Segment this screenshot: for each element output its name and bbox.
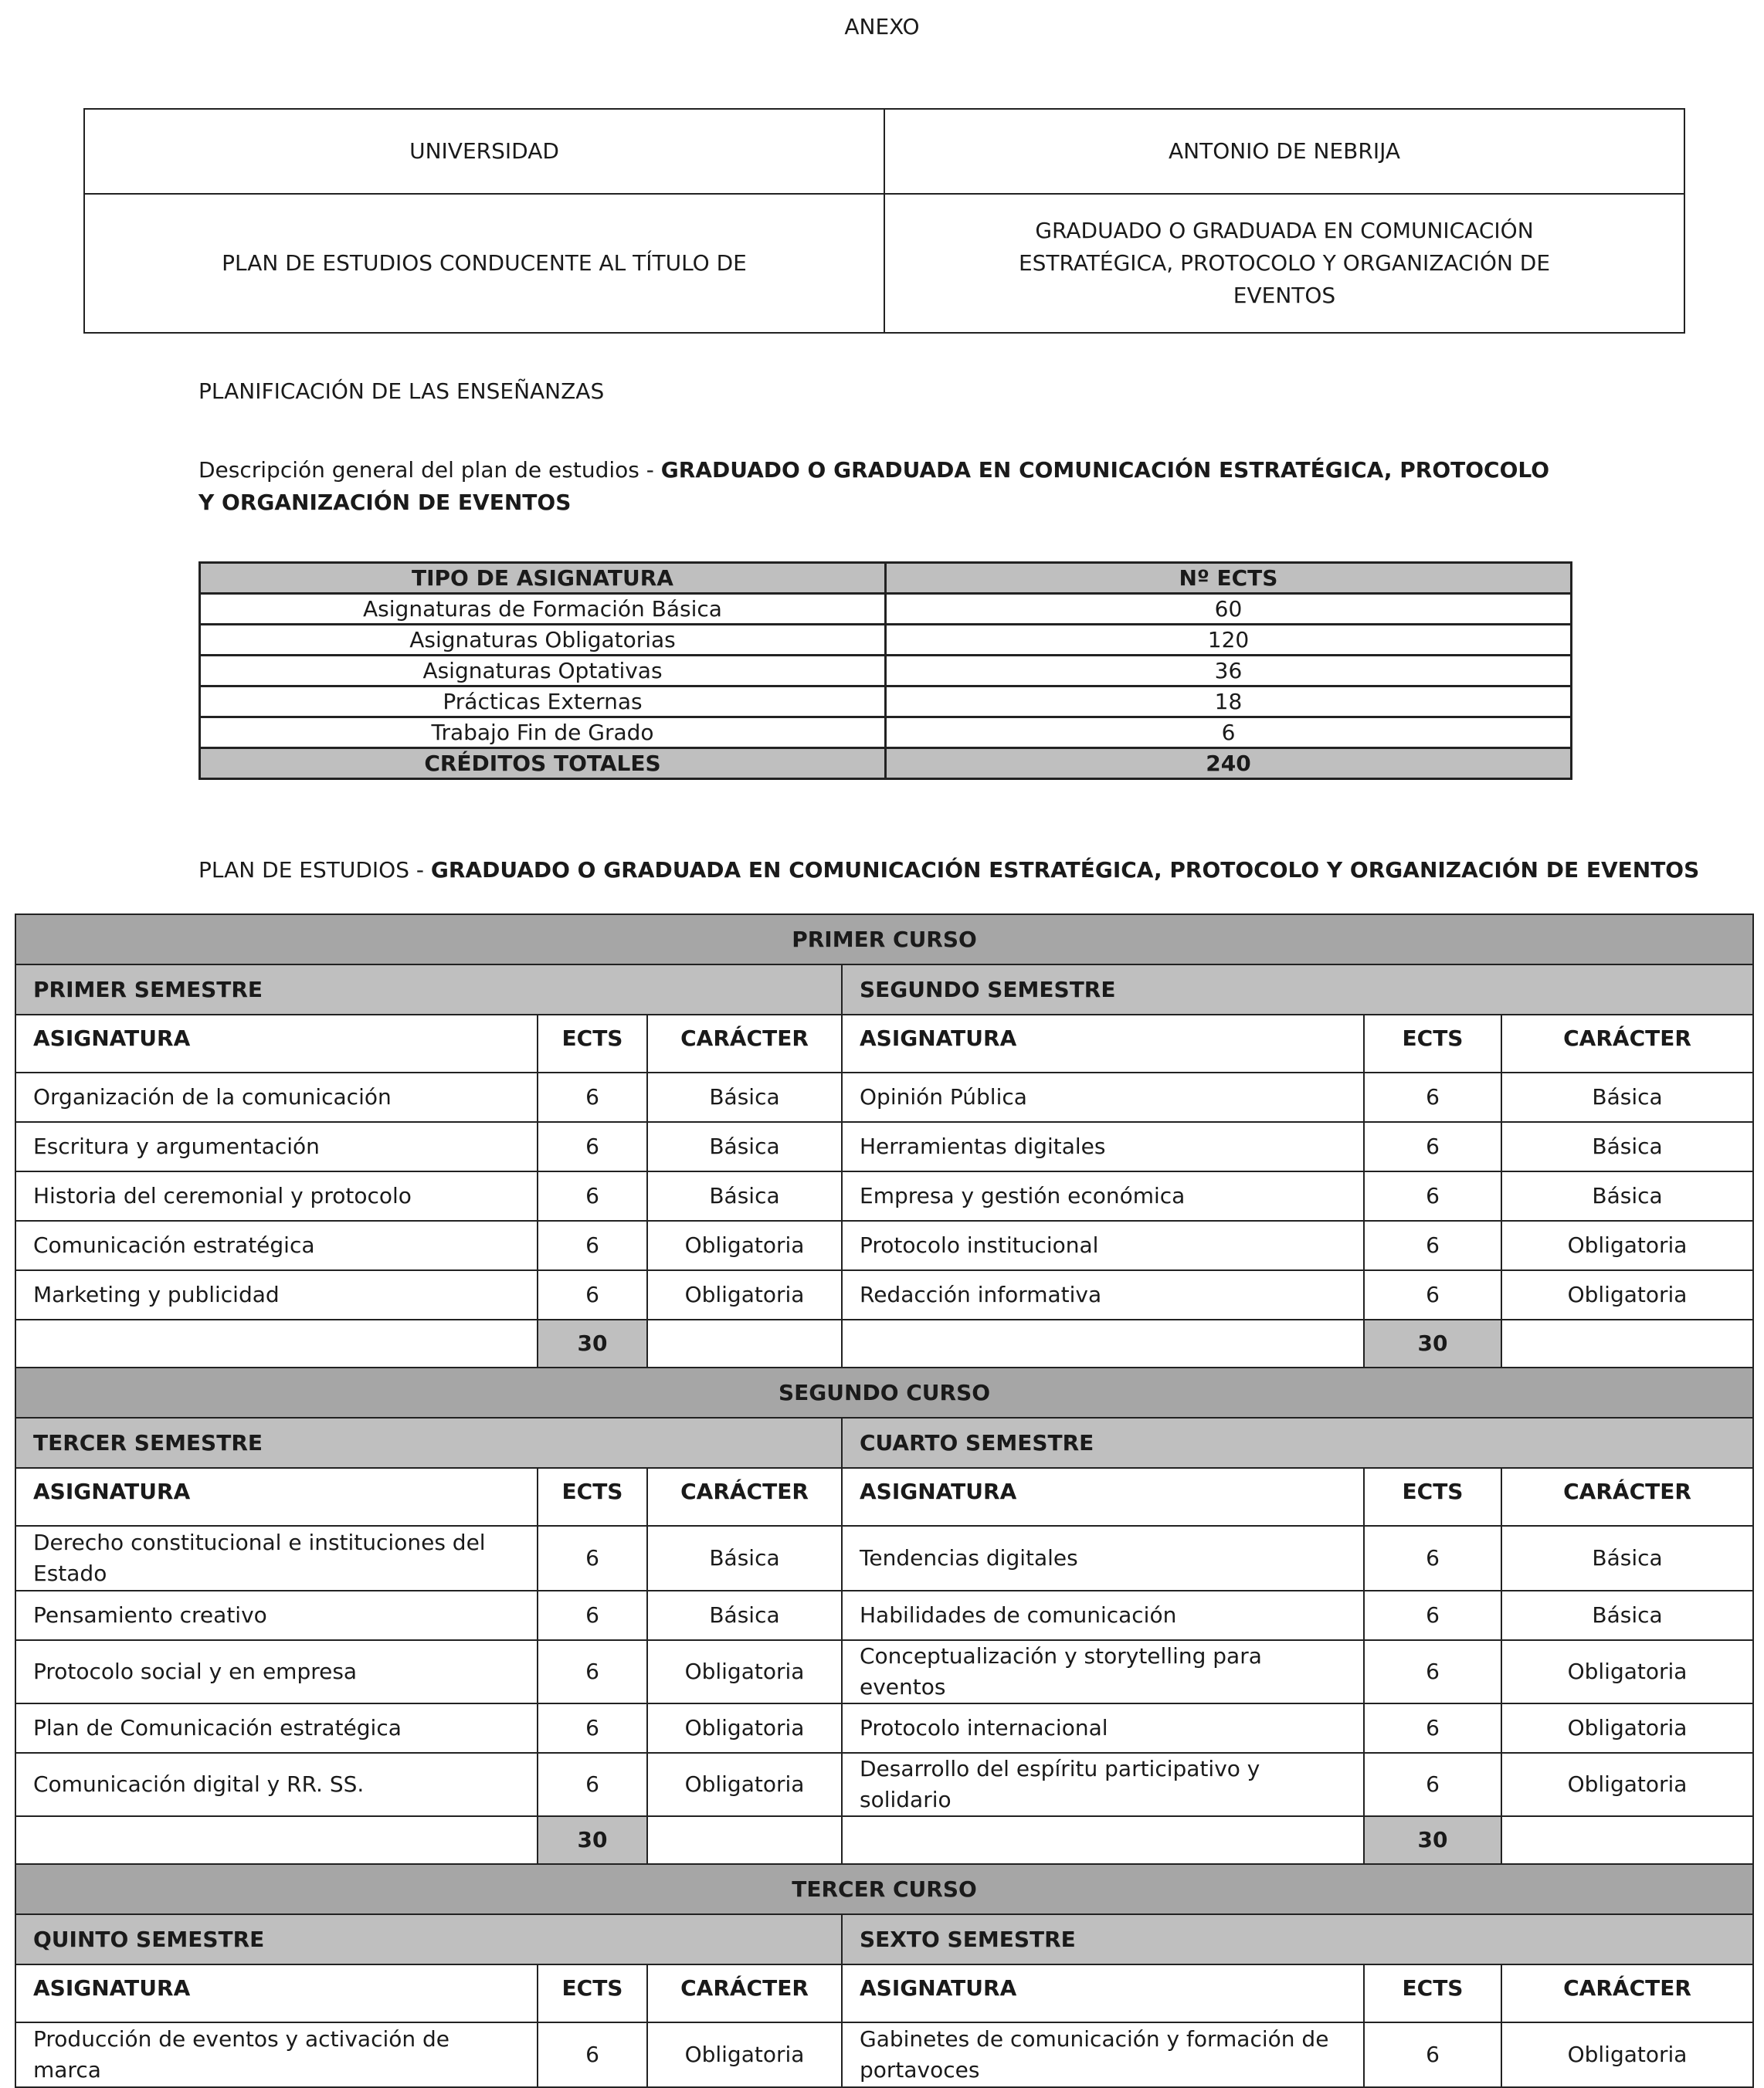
subject-ects: 6 [1364, 1270, 1501, 1320]
summary-row [200, 656, 1572, 686]
summary-ects: 120 [886, 625, 1572, 656]
subject-character: Básica [647, 1171, 842, 1221]
subject-ects: 6 [538, 1270, 647, 1320]
university-label: UNIVERSIDAD [84, 109, 884, 194]
subject-name: Habilidades de comunicación [842, 1591, 1364, 1640]
subject-name: Protocolo social y en empresa [15, 1640, 538, 1703]
semester-left-title: TERCER SEMESTRE [15, 1418, 842, 1468]
subject-character: Básica [1501, 1591, 1753, 1640]
col-character: CARÁCTER [647, 1964, 842, 2022]
subject-name: Historia del ceremonial y protocolo [15, 1171, 538, 1221]
subject-name: Organización de la comunicación [15, 1073, 538, 1122]
subject-character: Básica [1501, 1171, 1753, 1221]
empty-cell [15, 1816, 538, 1864]
summary-ects: 60 [886, 594, 1572, 625]
table-row [15, 2022, 1753, 2087]
subject-name: Empresa y gestión económica [842, 1171, 1364, 1221]
subject-name: Gabinetes de comunicación y formación de portavoces [842, 2022, 1364, 2087]
ects-summary-table [198, 561, 1572, 780]
summary-total-value: 240 [886, 748, 1572, 779]
empty-cell [842, 1816, 1364, 1864]
col-ects: ECTS [1364, 1468, 1501, 1526]
empty-cell [647, 1816, 842, 1864]
empty-cell [1501, 1320, 1753, 1368]
subject-ects: 6 [1364, 1221, 1501, 1270]
subject-character: Básica [1501, 1073, 1753, 1122]
subject-character: Obligatoria [647, 1640, 842, 1703]
subject-name: Plan de Comunicación estratégica [15, 1703, 538, 1753]
subject-name: Protocolo internacional [842, 1703, 1364, 1753]
summary-row [200, 686, 1572, 717]
semester-right-title: SEXTO SEMESTRE [842, 1914, 1753, 1964]
semester-total-ects: 30 [1364, 1816, 1501, 1864]
header-table [83, 108, 1685, 334]
plan-line [198, 857, 1699, 883]
semester-left-title: PRIMER SEMESTRE [15, 964, 842, 1015]
plan-line-degree: GRADUADO O GRADUADA EN COMUNICACIÓN ESTRATÉGICA, PROTOCOLO Y ORGANIZACIÓN DE EVENTOS [430, 857, 1700, 883]
col-subject: ASIGNATURA [15, 1964, 538, 2022]
subject-ects: 6 [1364, 1073, 1501, 1122]
table-row [15, 1221, 1753, 1270]
subject-ects: 6 [1364, 1591, 1501, 1640]
summary-type: Asignaturas Obligatorias [200, 625, 886, 656]
subject-character: Obligatoria [1501, 1703, 1753, 1753]
col-character: CARÁCTER [647, 1468, 842, 1526]
table-row [15, 1753, 1753, 1816]
subject-character: Obligatoria [1501, 1270, 1753, 1320]
col-character: CARÁCTER [1501, 1964, 1753, 2022]
planning-title: PLANIFICACIÓN DE LAS ENSEÑANZAS [198, 378, 605, 404]
empty-cell [1501, 1816, 1753, 1864]
semester-total-row [15, 1320, 1753, 1368]
subject-name: Opinión Pública [842, 1073, 1364, 1122]
col-ects: ECTS [1364, 1964, 1501, 2022]
semester-total-ects: 30 [538, 1320, 647, 1368]
table-row [15, 1073, 1753, 1122]
subject-ects: 6 [1364, 2022, 1501, 2087]
semester-total-ects: 30 [538, 1816, 647, 1864]
description-degree: GRADUADO O GRADUADA EN COMUNICACIÓN ESTRATÉGICA, PROTOCOLO Y ORGANIZACIÓN DE EVENTOS [198, 457, 1550, 515]
subject-name: Comunicación estratégica [15, 1221, 538, 1270]
summary-ects: 18 [886, 686, 1572, 717]
description-prefix: Descripción general del plan de estudios - [198, 457, 661, 483]
col-ects: ECTS [1364, 1015, 1501, 1073]
subject-character: Obligatoria [647, 1703, 842, 1753]
empty-cell [647, 1320, 842, 1368]
subject-ects: 6 [538, 1122, 647, 1171]
subject-character: Obligatoria [1501, 1640, 1753, 1703]
subject-name: Protocolo institucional [842, 1221, 1364, 1270]
semester-right-title: SEGUNDO SEMESTRE [842, 964, 1753, 1015]
table-row [15, 1703, 1753, 1753]
subject-ects: 6 [538, 1073, 647, 1122]
subject-character: Básica [647, 1526, 842, 1591]
subject-name: Marketing y publicidad [15, 1270, 538, 1320]
col-subject: ASIGNATURA [15, 1468, 538, 1526]
course-title: TERCER CURSO [15, 1864, 1753, 1914]
subject-character: Básica [1501, 1526, 1753, 1591]
summary-header-row [200, 563, 1572, 594]
summary-type: Asignaturas de Formación Básica [200, 594, 886, 625]
subject-ects: 6 [1364, 1753, 1501, 1816]
col-character: CARÁCTER [1501, 1468, 1753, 1526]
summary-row [200, 594, 1572, 625]
subject-character: Obligatoria [647, 1753, 842, 1816]
subject-name: Tendencias digitales [842, 1526, 1364, 1591]
table-row [15, 1171, 1753, 1221]
subject-name: Escritura y argumentación [15, 1122, 538, 1171]
subject-character: Obligatoria [647, 2022, 842, 2087]
subject-character: Obligatoria [1501, 1753, 1753, 1816]
subject-ects: 6 [1364, 1171, 1501, 1221]
annex-title: ANEXO [844, 14, 920, 39]
summary-type: Prácticas Externas [200, 686, 886, 717]
plan-line-prefix: PLAN DE ESTUDIOS - [198, 857, 431, 883]
semester-right-title: CUARTO SEMESTRE [842, 1418, 1753, 1468]
subject-character: Obligatoria [647, 1270, 842, 1320]
subject-name: Redacción informativa [842, 1270, 1364, 1320]
col-subject: ASIGNATURA [842, 1468, 1364, 1526]
table-row [15, 1270, 1753, 1320]
summary-row [200, 717, 1572, 748]
course-title: PRIMER CURSO [15, 914, 1753, 964]
semester-left-title: QUINTO SEMESTRE [15, 1914, 842, 1964]
summary-row [200, 625, 1572, 656]
subject-name: Comunicación digital y RR. SS. [15, 1753, 538, 1816]
plan-value-text: GRADUADO O GRADUADA EN COMUNICACIÓN ESTRATÉGICA, PROTOCOLO Y ORGANIZACIÓN DE EVENTOS [1018, 218, 1551, 308]
col-subject: ASIGNATURA [842, 1015, 1364, 1073]
subject-ects: 6 [538, 1221, 647, 1270]
summary-ects: 36 [886, 656, 1572, 686]
subject-character: Básica [1501, 1122, 1753, 1171]
subject-ects: 6 [1364, 1640, 1501, 1703]
subject-character: Básica [647, 1122, 842, 1171]
university-value: ANTONIO DE NEBRIJA [884, 109, 1684, 194]
subject-ects: 6 [1364, 1526, 1501, 1591]
col-subject: ASIGNATURA [842, 1964, 1364, 2022]
summary-total-label: CRÉDITOS TOTALES [200, 748, 886, 779]
subject-name: Conceptualización y storytelling para eventos [842, 1640, 1364, 1703]
col-character: CARÁCTER [1501, 1015, 1753, 1073]
subject-ects: 6 [1364, 1122, 1501, 1171]
table-row [15, 1526, 1753, 1591]
subject-character: Básica [647, 1591, 842, 1640]
summary-header-ects: Nº ECTS [886, 563, 1572, 594]
semester-total-row [15, 1816, 1753, 1864]
subject-name: Pensamiento creativo [15, 1591, 538, 1640]
table-row [15, 1122, 1753, 1171]
col-ects: ECTS [538, 1964, 647, 2022]
study-plan-table [15, 913, 1754, 2088]
subject-character: Básica [647, 1073, 842, 1122]
col-ects: ECTS [538, 1468, 647, 1526]
col-subject: ASIGNATURA [15, 1015, 538, 1073]
subject-name: Desarrollo del espíritu participativo y solidario [842, 1753, 1364, 1816]
subject-name: Derecho constitucional e instituciones del Estado [15, 1526, 538, 1591]
subject-ects: 6 [538, 1171, 647, 1221]
subject-ects: 6 [1364, 1703, 1501, 1753]
subject-ects: 6 [538, 1703, 647, 1753]
course-title: SEGUNDO CURSO [15, 1368, 1753, 1418]
plan-description [198, 454, 1558, 519]
summary-total-row [200, 748, 1572, 779]
subject-ects: 6 [538, 1640, 647, 1703]
summary-type: Trabajo Fin de Grado [200, 717, 886, 748]
subject-character: Obligatoria [647, 1221, 842, 1270]
subject-name: Producción de eventos y activación de marca [15, 2022, 538, 2087]
subject-character: Obligatoria [1501, 2022, 1753, 2087]
subject-ects: 6 [538, 1753, 647, 1816]
subject-ects: 6 [538, 1526, 647, 1591]
summary-ects: 6 [886, 717, 1572, 748]
plan-label: PLAN DE ESTUDIOS CONDUCENTE AL TÍTULO DE [84, 194, 884, 333]
subject-name: Herramientas digitales [842, 1122, 1364, 1171]
subject-ects: 6 [538, 1591, 647, 1640]
empty-cell [842, 1320, 1364, 1368]
subject-ects: 6 [538, 2022, 647, 2087]
empty-cell [15, 1320, 538, 1368]
semester-total-ects: 30 [1364, 1320, 1501, 1368]
col-ects: ECTS [538, 1015, 647, 1073]
subject-character: Obligatoria [1501, 1221, 1753, 1270]
table-row [15, 1640, 1753, 1703]
summary-header-type: TIPO DE ASIGNATURA [200, 563, 886, 594]
plan-value [884, 194, 1684, 333]
table-row [15, 1591, 1753, 1640]
col-character: CARÁCTER [647, 1015, 842, 1073]
summary-type: Asignaturas Optativas [200, 656, 886, 686]
